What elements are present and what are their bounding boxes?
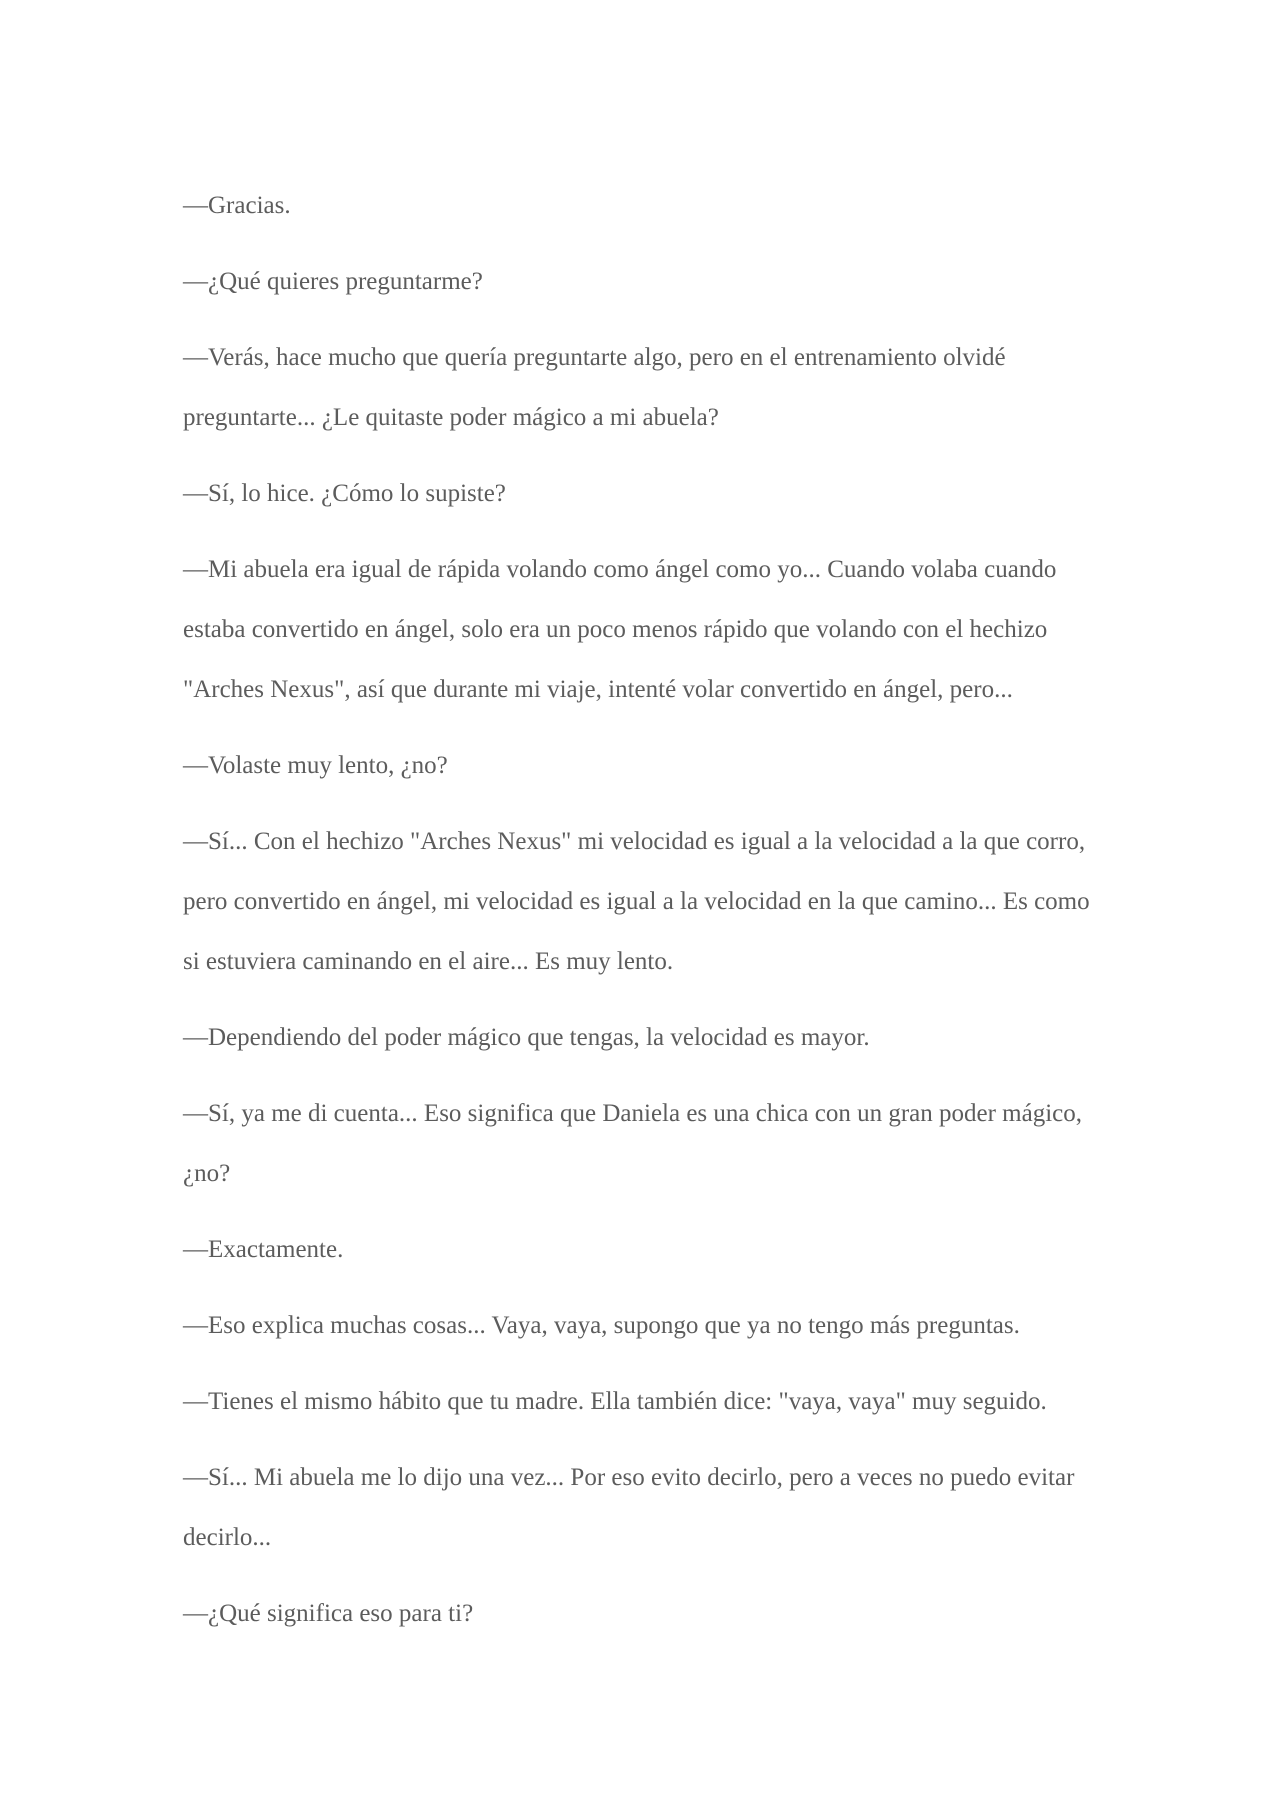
dialogue-paragraph: —Sí, lo hice. ¿Cómo lo supiste? [183, 480, 506, 507]
dialogue-paragraph: —¿Qué significa eso para ti? [183, 1600, 474, 1627]
dialogue-paragraph: —Exactamente. [183, 1236, 344, 1263]
dialogue-paragraph: —Verás, hace mucho que quería preguntarte algo, pero en el entrenamiento olvidé preguntarte... ¿Le quitaste poder mágico a mi abuela? [183, 344, 1006, 431]
dialogue-paragraph: —¿Qué quieres preguntarme? [183, 268, 483, 295]
dialogue-paragraph: —Dependiendo del poder mágico que tengas, la velocidad es mayor. [183, 1024, 870, 1051]
dialogue-paragraph: —Sí... Con el hechizo "Arches Nexus" mi velocidad es igual a la velocidad a la que corro, pero convertido en ángel, mi velocidad es igual a la velocidad en la que camino... Es como si estuviera caminando en el aire... Es muy lento. [183, 828, 1090, 975]
dialogue-paragraph: —Volaste muy lento, ¿no? [183, 752, 448, 779]
dialogue-paragraph: —Mi abuela era igual de rápida volando como ángel como yo... Cuando volaba cuando estaba convertido en ángel, solo era un poco menos rápido que volando con el hechizo "Arches Nexus", así que durante mi viaje, intenté volar convertido en ángel, pero... [183, 556, 1057, 703]
dialogue-paragraph: —Tienes el mismo hábito que tu madre. Ella también dice: "vaya, vaya" muy seguido. [183, 1388, 1047, 1415]
document-body [183, 176, 1103, 1660]
dialogue-paragraph: —Eso explica muchas cosas... Vaya, vaya, supongo que ya no tengo más preguntas. [183, 1312, 1020, 1339]
dialogue-paragraph: —Gracias. [183, 192, 291, 219]
dialogue-paragraph: —Sí... Mi abuela me lo dijo una vez... Por eso evito decirlo, pero a veces no puedo evitar decirlo... [183, 1464, 1075, 1551]
dialogue-paragraph: —Sí, ya me di cuenta... Eso significa que Daniela es una chica con un gran poder mágico, ¿no? [183, 1100, 1083, 1187]
